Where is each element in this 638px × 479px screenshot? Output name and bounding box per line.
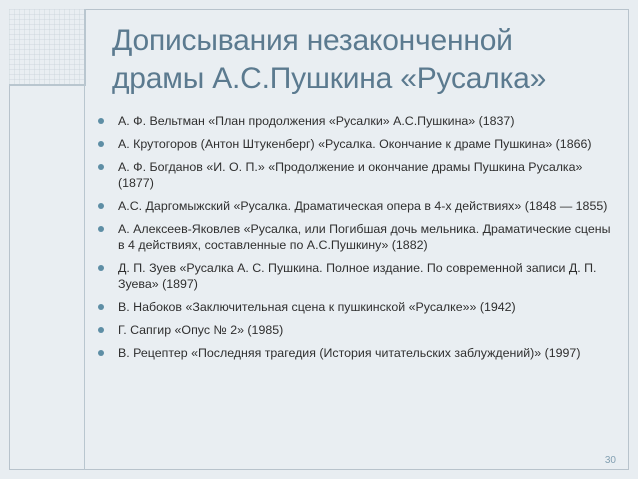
list-item-text: А. Ф. Вельтман «План продолжения «Русалки» А.С.Пушкина» (1837): [118, 114, 515, 128]
list-item-text: Д. П. Зуев «Русалка А. С. Пушкина. Полное издание. По современной записи Д. П. Зуева» (1897): [118, 261, 597, 291]
list-item-text: А.С. Даргомыжский «Русалка. Драматическая опера в 4-х действиях» (1848 — 1855): [118, 199, 608, 213]
list-item-9: [98, 345, 614, 361]
slide-title: [112, 22, 612, 98]
top-divider-line: [9, 84, 85, 85]
list-item-2: [98, 136, 614, 152]
list-item-7: [98, 299, 614, 315]
grid-pattern-icon: [9, 9, 85, 85]
list-item-text: В. Рецептер «Последняя трагедия (История читательских заблуждений)» (1997): [118, 346, 581, 360]
list-item-text: А. Ф. Богданов «И. О. П.» «Продолжение и окончание драмы Пушкина Русалка» (1877): [118, 160, 583, 190]
list-item-6: [98, 260, 614, 292]
list-item-text: А. Крутогоров (Антон Штукенберг) «Русалка. Окончание к драме Пушкина» (1866): [118, 137, 592, 151]
list-item-5: [98, 221, 614, 253]
round-bullet-icon: [98, 203, 104, 209]
slide-title-line-2: драмы А.С.Пушкина «Русалка»: [112, 62, 547, 95]
bullet-list: [98, 113, 614, 368]
list-item-8: [98, 322, 614, 338]
list-item-3: [98, 159, 614, 191]
round-bullet-icon: [98, 226, 104, 232]
left-divider-line: [84, 9, 85, 470]
round-bullet-icon: [98, 327, 104, 333]
list-item-text: В. Набоков «Заключительная сцена к пушкинской «Русалке»» (1942): [118, 300, 516, 314]
slide-title-line-1: Дописывания незаконченной: [112, 24, 513, 57]
round-bullet-icon: [98, 118, 104, 124]
round-bullet-icon: [98, 164, 104, 170]
list-item-text: А. Алексеев-Яковлев «Русалка, или Погибшая дочь мельника. Драматические сцены в 4 действиях, составленные по А.С.Пушкину» (1882): [118, 222, 611, 252]
list-item-4: [98, 198, 614, 214]
round-bullet-icon: [98, 141, 104, 147]
list-item-text: Г. Сапгир «Опус № 2» (1985): [118, 323, 284, 337]
round-bullet-icon: [98, 265, 104, 271]
round-bullet-icon: [98, 350, 104, 356]
round-bullet-icon: [98, 304, 104, 310]
page-number: 30: [604, 455, 616, 466]
list-item-1: [98, 113, 614, 129]
corner-grid-pattern: [9, 9, 86, 86]
